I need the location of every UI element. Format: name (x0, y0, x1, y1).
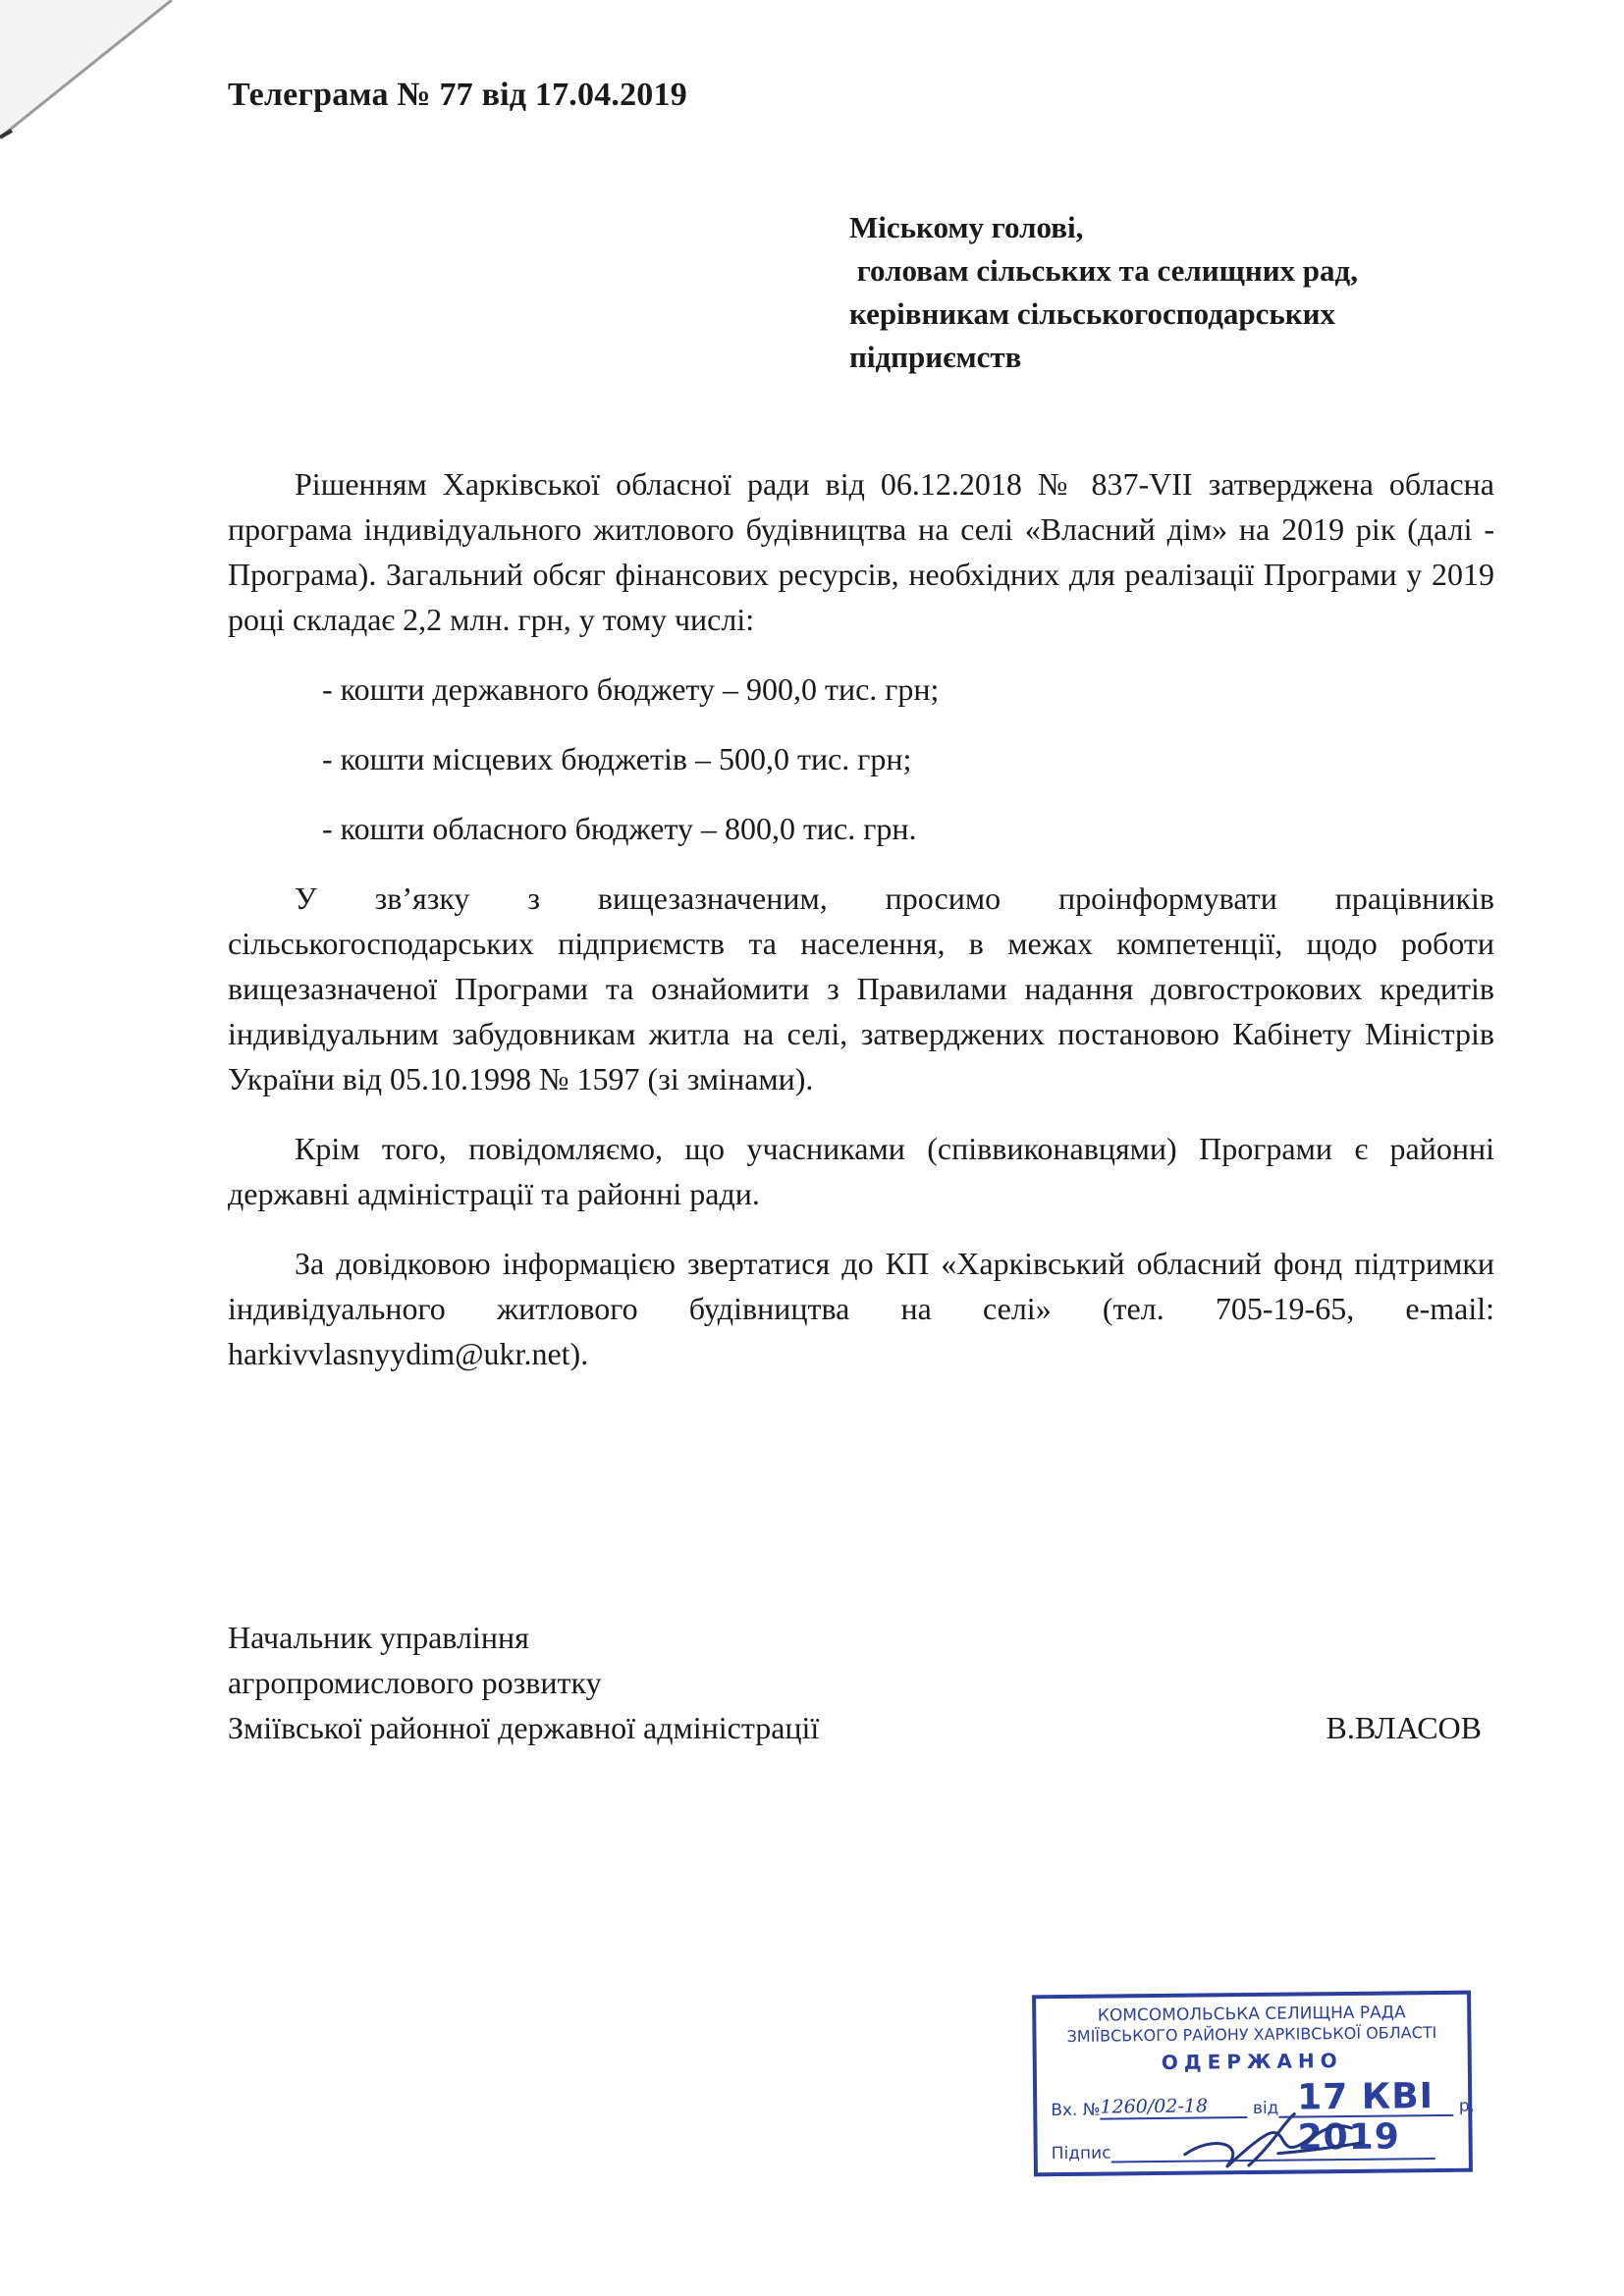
funding-item-regional: - кошти обласного бюджету – 800,0 тис. грн. (322, 811, 917, 846)
stamp-signature-label: Підпис (1051, 2143, 1111, 2164)
stamp-date: 17 КВІ 2019 (1296, 2076, 1435, 2159)
handwritten-signature-icon (1036, 1995, 1477, 2181)
telegram-header: Телеграма № 77 від 17.04.2019 (228, 77, 687, 113)
signature-block (228, 1615, 1494, 1750)
funding-item-state: - кошти державного бюджету – 900,0 тис. грн; (322, 671, 940, 707)
letter-body (228, 461, 1494, 1401)
stamp-from-label: від (1252, 2098, 1279, 2118)
signature-position-line: агропромислового розвитку (228, 1665, 602, 1700)
signature-position-line: Зміївської районної державної адміністрації (228, 1710, 820, 1745)
stamp-year-suffix: р. (1458, 2096, 1476, 2116)
addressee-line: керівникам сільськогосподарських (849, 296, 1336, 331)
addressee-line: головам сільських та селищних рад, (849, 253, 1358, 288)
stamp-status: ОДЕРЖАНО (1161, 2049, 1343, 2074)
stamp-org-line: ЗМІЇВСЬКОГО РАЙОНУ ХАРКІВСЬКОЇ ОБЛАСТІ (1066, 2023, 1437, 2046)
addressee-line: підприємств (849, 340, 1022, 374)
folded-corner-mark (0, 0, 196, 147)
paragraph-participants: Крім того, повідомляємо, що учасниками (співвиконавцями) Програми є районні державні адміністрації та районні ради. (228, 1131, 1494, 1211)
signature-position-line: Начальник управління (228, 1620, 529, 1655)
funding-item-local: - кошти місцевих бюджетів – 500,0 тис. грн; (322, 741, 912, 776)
signatory-name: В.ВЛАСОВ (1326, 1710, 1482, 1745)
stamp-incoming-label: Вх. № (1051, 2100, 1101, 2121)
addressee-line: Міському голові, (849, 210, 1084, 244)
stamp-incoming-number: 1260/02-18 (1100, 2095, 1247, 2120)
paragraph-program-decision: Рішенням Харківської обласної ради від 06.12.2018 № 837-VII затверджена обласна програма індивідуального житлового будівництва на селі «Власний дім» на 2019 рік (далі - Програма). Загальний обсяг фінансових ресурсів, необхідних для реалізації Програми у 2019 році складає 2,2 млн. грн, у тому числі: (228, 466, 1494, 637)
stamp-org-line: КОМСОМОЛЬСЬКА СЕЛИЩНА РАДА (1097, 2002, 1406, 2026)
paragraph-contacts: За довідковою інформацією звертатися до КП «Харківський обласний фонд підтримки індивідуального житлового будівництва на селі» (тел. 705-19-65, e-mail: harkivvlasnyydim@ukr.net). (228, 1246, 1494, 1371)
addressee-block (849, 206, 1537, 379)
paragraph-request: У зв’язку з вищезазначеним, просимо проінформувати працівників сільськогосподарських підприємств та населення, в межах компетенції, щодо роботи вищезазначеної Програми та ознайомити з Правилами надання довгострокових кредитів індивідуальним забудовникам житла на селі, затверджених постановою Кабінету Міністрів України від 05.10.1998 № 1597 (зі змінами). (228, 881, 1494, 1096)
received-stamp (1032, 1991, 1476, 2177)
